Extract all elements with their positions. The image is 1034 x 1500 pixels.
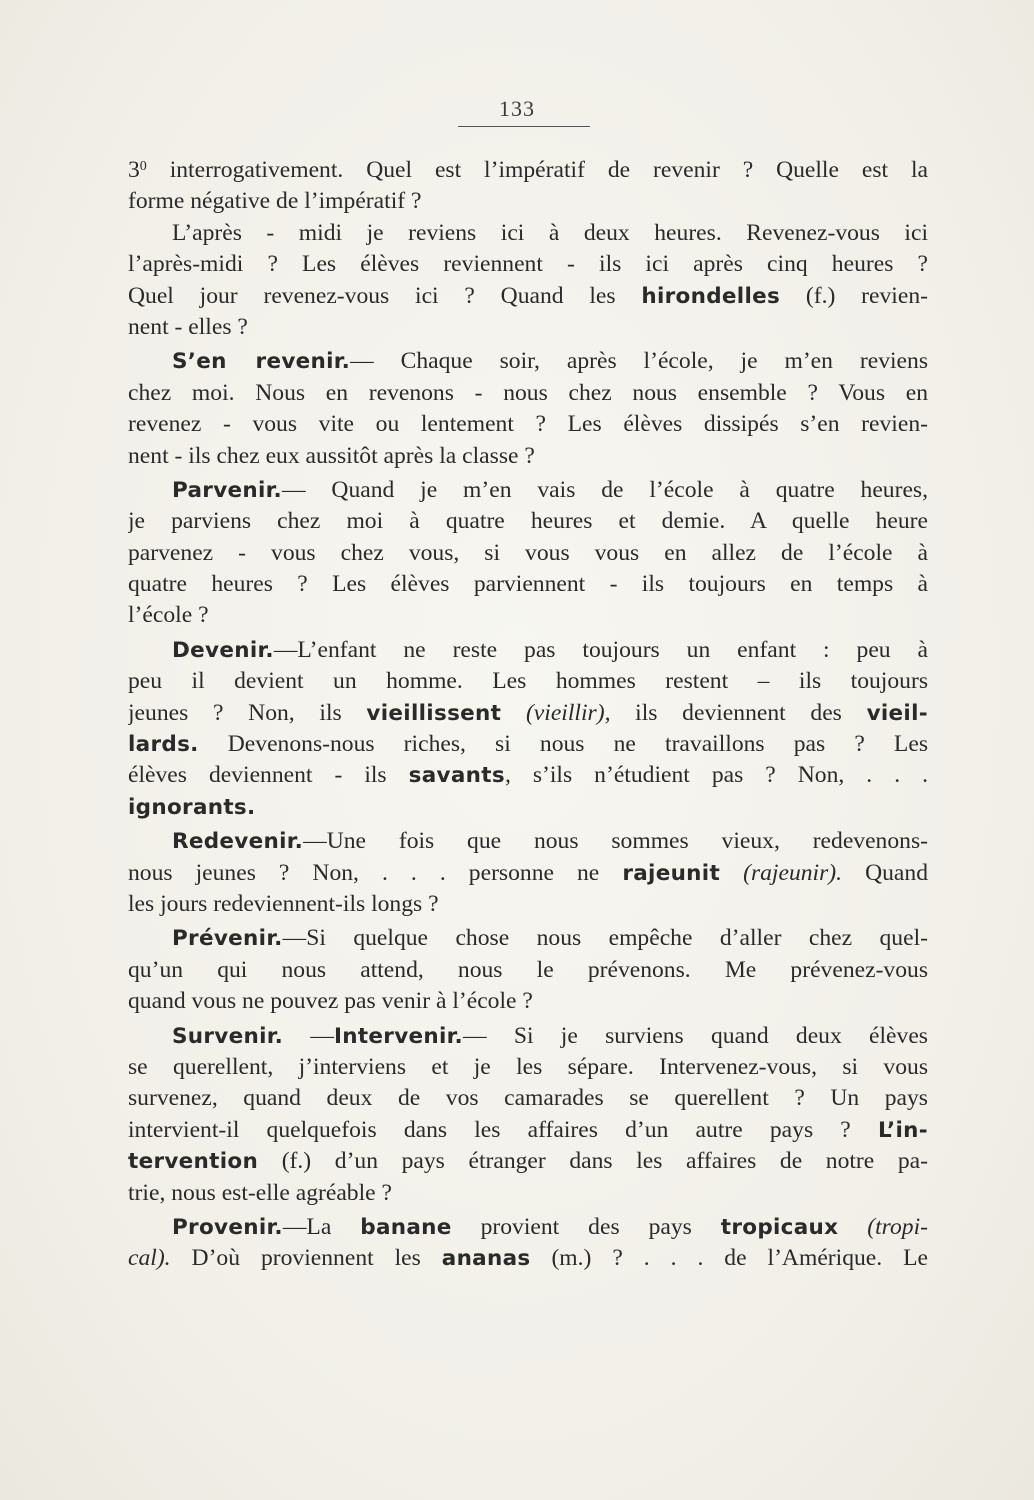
text-line xyxy=(128,475,928,506)
text-line xyxy=(128,1021,928,1052)
text-run: parvenez - vous chez vous, si vous vous en allez de l’école à xyxy=(128,539,928,566)
text-line xyxy=(128,826,928,857)
bold-term: Prévenir. xyxy=(172,926,283,952)
bold-term: savants xyxy=(408,763,505,789)
text-run: intervient-il quelquefois dans les affaires d’un autre pays ? xyxy=(128,1116,878,1143)
text-run: nent - ils chez eux aussitôt après la classe ? xyxy=(128,442,535,469)
text-run xyxy=(501,700,526,726)
text-line xyxy=(128,346,928,377)
bold-term: lards. xyxy=(128,732,199,758)
text-run: (f.) d’un pays étranger dans les affaires de notre pa- xyxy=(258,1148,928,1175)
text-run: — Quand je m’en vais de l’école à quatre heures, xyxy=(281,476,928,503)
text-line xyxy=(128,635,928,666)
text-line xyxy=(128,1115,928,1146)
italic-text: cal). xyxy=(128,1245,171,1272)
text-line xyxy=(128,441,928,472)
bold-term: ignorants. xyxy=(128,794,256,820)
bold-term: Survenir. xyxy=(172,1023,284,1049)
text-line xyxy=(128,281,928,312)
bold-term: vieillissent xyxy=(366,700,502,726)
text-run: chez moi. Nous en revenons - nous chez nous ensemble ? Vous en xyxy=(128,379,928,406)
bold-term: banane xyxy=(360,1214,452,1240)
bold-term: hirondelles xyxy=(641,283,781,309)
text-line xyxy=(128,1212,928,1243)
bold-term: Redevenir. xyxy=(172,829,304,855)
text-line xyxy=(128,986,928,1017)
text-line xyxy=(128,186,928,217)
text-run: quand vous ne pouvez pas venir à l’école ? xyxy=(128,988,533,1015)
text-line xyxy=(128,1052,928,1083)
text-line xyxy=(128,409,928,440)
text-run: interrogativement. Quel est l’impératif de revenir ? Quelle est la xyxy=(146,157,928,183)
text-line xyxy=(128,729,928,760)
text-line xyxy=(128,1243,928,1274)
text-line xyxy=(128,249,928,280)
text-run: élèves deviennent - ils xyxy=(128,762,409,789)
text-run: (f.) revien- xyxy=(780,282,928,309)
text-run: —Si quelque chose nous empêche d’aller chez quel- xyxy=(282,925,928,952)
bold-term: rajeunit xyxy=(622,860,721,886)
text-run: — Si je surviens quand deux élèves xyxy=(462,1022,928,1049)
text-run: quatre heures ? Les élèves parviennent - ils toujours en temps à xyxy=(128,571,928,598)
text-run: se querellent, j’interviens et je les sépare. Intervenez-vous, si vous xyxy=(128,1053,928,1080)
text-run: forme négative de l’impératif ? xyxy=(128,188,422,215)
text-line xyxy=(128,1178,928,1209)
text-line xyxy=(128,218,928,249)
text-line xyxy=(128,889,928,920)
text-line xyxy=(128,600,928,631)
text-run: les jours redeviennent-ils longs ? xyxy=(128,890,439,917)
text-run: L’après - midi je reviens ici à deux heures. Revenez-vous ici xyxy=(172,219,928,246)
text-run: — xyxy=(283,1022,334,1049)
bold-term: Devenir. xyxy=(172,637,274,663)
text-line xyxy=(128,923,928,954)
text-line xyxy=(128,378,928,409)
text-line xyxy=(128,1083,928,1114)
text-line xyxy=(128,698,928,729)
text-run: peu il devient un homme. Les hommes restent – ils toujours xyxy=(128,668,928,695)
page-number: 133 xyxy=(499,96,535,121)
text-run: nous jeunes ? Non, . . . personne ne xyxy=(128,859,623,886)
text-run: survenez, quand deux de vos camarades se querellent ? Un pays xyxy=(128,1085,928,1112)
text-line xyxy=(128,760,928,791)
superscript: 0 xyxy=(139,159,147,174)
text-line xyxy=(128,569,928,600)
text-line xyxy=(128,506,928,537)
text-run: — Chaque soir, après l’école, je m’en reviens xyxy=(350,348,928,375)
bold-term: Provenir. xyxy=(172,1214,283,1240)
text-run: qu’un qui nous attend, nous le prévenons. Me prévenez-vous xyxy=(128,956,928,983)
body-text xyxy=(128,155,928,1275)
bold-term: S’en revenir. xyxy=(172,349,351,375)
text-run: —Une fois que nous sommes vieux, redevenons- xyxy=(303,828,928,855)
text-run: (m.) ? . . . de l’Amérique. Le xyxy=(530,1245,928,1272)
text-run: Quel jour revenez-vous ici ? Quand les xyxy=(128,282,642,309)
text-line xyxy=(128,666,928,697)
text-run: l’après-midi ? Les élèves reviennent - ils ici après cinq heures ? xyxy=(128,251,928,278)
text-run: l’école ? xyxy=(128,602,209,629)
bold-term: ananas xyxy=(441,1246,531,1272)
italic-text: (rajeunir). xyxy=(743,859,843,886)
italic-text: (tropi- xyxy=(867,1213,928,1240)
text-run: Devenons-nous riches, si nous ne travaillons pas ? Les xyxy=(198,731,928,758)
text-run: ils deviennent des xyxy=(610,699,867,726)
bold-term: L’in- xyxy=(877,1117,928,1143)
text-run: jeunes ? Non, ils xyxy=(128,699,367,726)
text-run: revenez - vous vite ou lentement ? Les élèves dissipés s’en revien- xyxy=(128,411,928,438)
bold-term: vieil- xyxy=(866,700,928,726)
text-run: D’où proviennent les xyxy=(170,1245,442,1272)
text-run: nent - elles ? xyxy=(128,313,248,340)
text-line xyxy=(128,955,928,986)
text-run: trie, nous est-elle agréable ? xyxy=(128,1179,392,1206)
text-line xyxy=(128,538,928,569)
text-run xyxy=(720,860,743,886)
bold-term: Intervenir. xyxy=(333,1023,463,1049)
header-rule xyxy=(458,126,590,127)
text-line xyxy=(128,792,928,823)
text-run: je parviens chez moi à quatre heures et demie. A quelle heure xyxy=(128,508,928,535)
text-line xyxy=(128,155,928,186)
text-line xyxy=(128,312,928,343)
text-run: Quand xyxy=(842,859,928,886)
italic-text: (vieillir), xyxy=(525,699,611,726)
text-run: , s’ils n’étudient pas ? Non, . . . xyxy=(504,762,928,789)
text-run: —L’enfant ne reste pas toujours un enfant : peu à xyxy=(273,636,928,663)
bold-term: Parvenir. xyxy=(172,477,282,503)
text-run: 3 xyxy=(128,157,140,183)
text-run: provient des pays xyxy=(451,1213,721,1240)
text-line xyxy=(128,1146,928,1177)
text-line xyxy=(128,858,928,889)
text-run: —La xyxy=(282,1213,361,1240)
bold-term: tervention xyxy=(128,1149,259,1175)
text-run xyxy=(838,1214,867,1240)
bold-term: tropicaux xyxy=(720,1214,839,1240)
